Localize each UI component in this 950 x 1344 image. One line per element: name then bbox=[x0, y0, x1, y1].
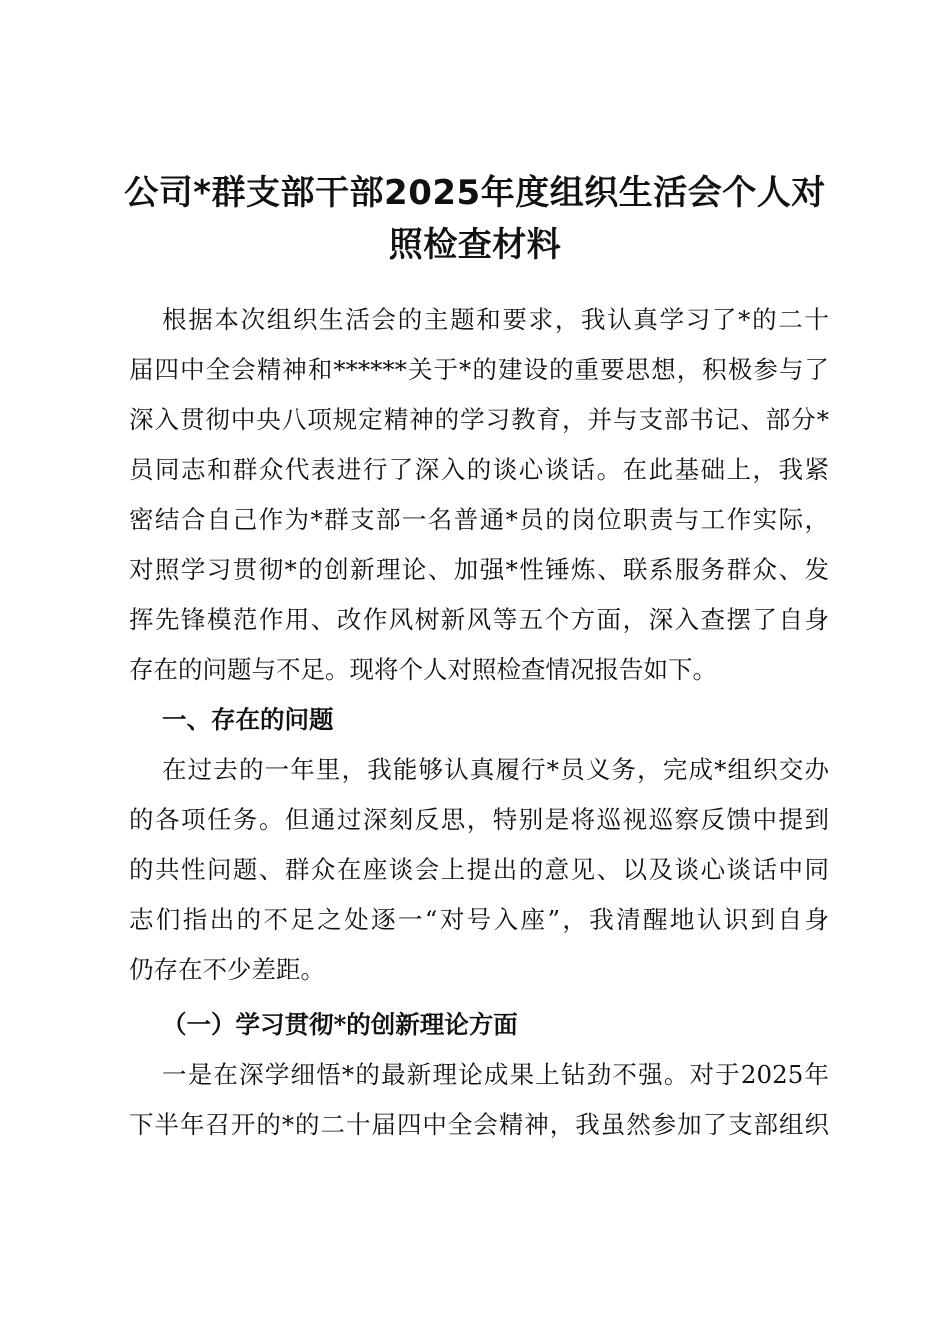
intro-paragraph-line: 深入贯彻中央八项规定精神的学习教育，并与支部书记、部分* bbox=[129, 405, 829, 434]
intro-paragraph-line: 届四中全会精神和******关于*的建设的重要思想，积极参与了 bbox=[129, 355, 829, 384]
section-paragraph-line: 在过去的一年里，我能够认真履行*员义务，完成*组织交办 bbox=[162, 755, 829, 784]
subsection-paragraph-line: 下半年召开的*的二十届四中全会精神，我虽然参加了支部组织 bbox=[129, 1110, 829, 1139]
intro-paragraph-line: 存在的问题与不足。现将个人对照检查情况报告如下。 bbox=[129, 655, 717, 684]
intro-paragraph-line: 员同志和群众代表进行了深入的谈心谈话。在此基础上，我紧 bbox=[129, 455, 829, 484]
section-paragraph-line: 的共性问题、群众在座谈会上提出的意见、以及谈心谈话中同 bbox=[129, 855, 829, 884]
subsection-paragraph-line: 一是在深学细悟*的最新理论成果上钻劲不强。对于2025年 bbox=[162, 1060, 829, 1089]
section-heading-problems: 一、存在的问题 bbox=[162, 705, 334, 734]
section-paragraph-line: 仍存在不少差距。 bbox=[129, 955, 325, 984]
intro-paragraph-line: 对照学习贯彻*的创新理论、加强*性锤炼、联系服务群众、发 bbox=[129, 555, 829, 584]
subsection-heading-theory: （一）学习贯彻*的创新理论方面 bbox=[162, 1010, 518, 1039]
document-title-line-1: 公司*群支部干部2025年度组织生活会个人对 bbox=[124, 173, 826, 213]
section-paragraph-line: 的各项任务。但通过深刻反思，特别是将巡视巡察反馈中提到 bbox=[129, 805, 829, 834]
intro-paragraph-line: 根据本次组织生活会的主题和要求，我认真学习了*的二十 bbox=[162, 305, 829, 334]
intro-paragraph-line: 密结合自己作为*群支部一名普通*员的岗位职责与工作实际， bbox=[129, 505, 829, 534]
document-title-line-2: 照检查材料 bbox=[388, 225, 562, 265]
section-paragraph-line: 志们指出的不足之处逐一“对号入座”，我清醒地认识到自身 bbox=[129, 905, 829, 934]
intro-paragraph-line: 挥先锋模范作用、改作风树新风等五个方面，深入查摆了自身 bbox=[129, 605, 829, 634]
